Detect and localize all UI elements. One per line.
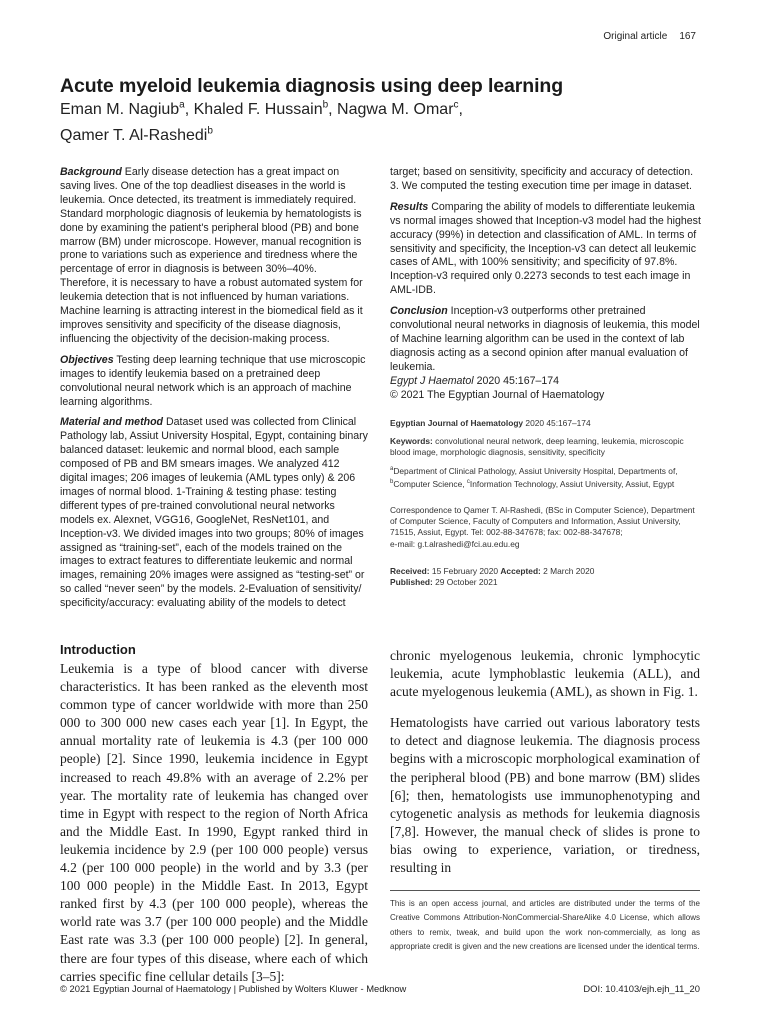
abstract-right-column [390,166,704,403]
author: Qamer T. Al-Rashedi$^b$ [60,125,213,144]
abstract-methods: Material and method Dataset used was collected from Clinical Pathology lab, Assiut University Hospital, Egypt, containing binary balanced dataset: leukemic and normal blood, each sample composed of PB and BM smears images. We analyzed 412 digital images; 206 images of leukemia (AML types only) & 206 images of normal blood. 1-Training & testing phase: testing different types of pre-trained convolutional neural networks models ex. Alexnet, VGG16, GoogleNet, ResNet101, and Inception-v3. We divided images into two groups; 80% of images assigned as “training-set”, each of the models trained on the images to extract features to differentiate leukemic and normal images, remaining 20% images were assigned as “testing-set” or so called “never seen” by the models. 2-Evaluation of sensitivity/ specificity/accuracy: evaluating ability of the models to detect [60,416,368,610]
affiliations: $^a$Department of Clinical Pathology, Assiut University Hospital, Departments of, $^b$Computer Science, $^c$Information Technology, Assiut University, Assiut, Egypt [390,465,678,489]
running-header [591,31,696,42]
article-type-label: Original article [603,31,668,42]
introduction-paragraph: chronic myelogenous leukemia, chronic lymphocytic leukemia, acute lymphoblastic leukemia (ALL), and acute myelogenous leukemia (AML), as shown in Fig. 1. [390,648,700,700]
introduction-paragraph: Hematologists have carried out various laboratory tests to detect and diagnose leukemia. The diagnosis process begins with a microscopic morphological examination of the peripheral blood (PB) and bone marrow (BM) slides [6]; then, hematologists use immunophenotyping and cytogenetic analysis as methods for leukemia diagnosis [7,8]. However, the manual check of slides is prone to bias owing to experience, variation, or tiredness, resulting in [390,715,700,876]
abstract-citation: Egypt J Haematol 2020 45:167–174 [390,374,560,387]
body-right-column [390,647,700,890]
introduction-paragraph: Leukemia is a type of blood cancer with diverse characteristics. It has been ranked as the eleventh most common type of cancer worldwide with more than 250 000 to 300 000 new cases each year [1]. In Egypt, the annual mortality rate of leukemia is 4.3 (per 100 000 people) [2]. Since 1990, leukemia incidence in Egypt increased to reach 49.8% with an average of 2.2% per year. The mortality rate of leukemia has changed over time in Egypt with respect to the region of North Africa and the Middle East. In 1990, Egypt ranked third in leukemia incidence by 2.9 (per 100 000 people) versus 4.2 (per 100 000 people) in the world and by 3.3 (per 100 000 people) in the Middle East. In 2013, Egypt ranked first by 4.3 (per 100 000 people), whereas the world rate was 3.7 (per 100 000 people) and the Middle East rate was 3.3 (per 100 000 people) [2]. In general, there are four types of this disease, where each of which carries specific fine cellular details [3–5]: [60,661,368,984]
page-number: 167 [679,31,696,42]
correspondence-email: e-mail: g.t.alrashedi@fci.au.edu.eg [390,538,520,549]
author-list [60,95,720,146]
abstract-copyright: © 2021 The Egyptian Journal of Haematology [390,388,605,401]
abstract-objectives: Objectives Testing deep learning technique that use microscopic images to identify leukemia based on a pretrained deep convolutional neural network which is an approach of machine learning algorithms. [60,353,366,408]
footer-publisher: © 2021 Egyptian Journal of Haematology | Published by Wolters Kluwer - Medknow [60,983,407,994]
author: Eman M. Nagiub$^a$, [60,100,194,119]
author: Khaled F. Hussain$^b$, [193,100,338,119]
article-dates: Received: 15 February 2020 Accepted: 2 March 2020 Published: 29 October 2021 [390,566,595,588]
correspondence: Correspondence to Qamer T. Al-Rashedi, (BSc in Computer Science), Department of Computer Science, Faculty of Computers and Information, Assiut University, 71515, Assiut, Egypt. Tel: 002-88-347678; fax: 002-88-347678; e-mail: g.t.alrashedi@fci.au.edu.eg [390,505,695,549]
introduction-heading: Introduction [60,642,136,657]
abstract-background: Background Early disease detection has a great impact on saving lives. One of the top deadliest diseases in the world is leukemia. Once detected, its treatment is immediately required. Standard morphologic diagnosis of leukemia by hematologists is done by examining the patient's peripheral blood (PB) and bone marrow (BM) under microscope. However, manual recognition is prone to variations such as experience and tiredness where the percentage of error in diagnosis is between 30%–40%. Therefore, it is necessary to have a robust automated system for leukemia detection that is not influenced by human variations. Machine learning is attracting interest in the biomedical field as it improves sensitivity and specificity of the disease diagnosis, influencing the objectivity of the decision-making process. [60,166,363,345]
keywords: Keywords: convolutional neural network, deep learning, leukemia, microscopic blood image, morphologic diagnosis, sensitivity, specificity [390,436,684,458]
footer-doi: DOI: 10.4103/ejh.ejh_11_20 [583,983,700,994]
body-left-column [60,660,368,999]
abstract-left-column [60,166,368,618]
article-title: Acute myeloid leukemia diagnosis using deep learning [60,75,564,97]
abstract-conclusion: Conclusion Inception-v3 outperforms other pretrained convolutional neural networks in diagnosis of leukemia, this model of Machine learning algorithm can be used in the context of lab diagnosis acting as a second opinion after manual evaluation of leukemia. [390,305,700,373]
journal-citation-line: Egyptian Journal of Haematology 2020 45:167–174 [390,418,591,428]
abstract-methods-continued: target; based on sensitivity, specificity and accuracy of detection. 3. We computed the testing execution time per image in dataset. [390,166,694,192]
author: Nagwa M. Omar$^c$, [337,100,463,119]
open-access-footnote: This is an open access journal, and articles are distributed under the terms of the Creative Commons Attribution-NonCommercial-ShareAlike 4.0 License, which allows others to remix, tweak, and build upon the work non-commercially, as long as appropriate credit is given and the new creations are licensed under the identical terms. [390,890,700,955]
abstract-results: Results Comparing the ability of models to differentiate leukemia vs normal images showed that Inception-v3 model had the highest accuracy (99%) in detection and classification of AML. In terms of sensitivity and specificity, the Inception-v3 can detect all leukemic cases of AML, with 100% sensitivity; and specificity of 97.8%. Inception-v3 required only 0.2273 seconds to test each image in AML-IDB. [390,200,701,297]
